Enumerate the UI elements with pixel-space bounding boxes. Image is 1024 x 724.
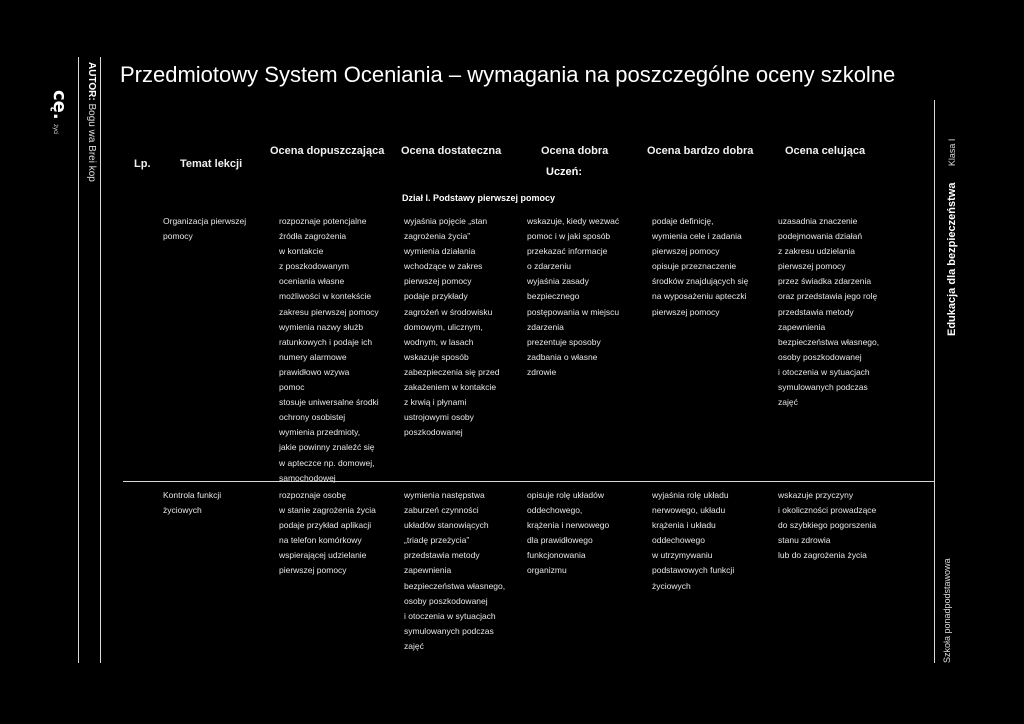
cell-topic-1 [163, 214, 246, 244]
cell-line: zagrożenia życia” [404, 231, 471, 242]
cell-line: w utrzymywaniu [652, 550, 713, 561]
cell-line: ustrojowymi osoby [404, 412, 474, 423]
cell-line: wskazuje przyczyny [778, 490, 854, 500]
cell-line: na telefon komórkowy [279, 535, 362, 546]
cell-line: podaje definicję, [652, 216, 714, 226]
cell-cel-1 [778, 214, 879, 410]
header-lp: Lp. [134, 158, 151, 170]
cell-line: lub do zagrożenia życia [778, 550, 867, 561]
cell-line: układów stanowiących [404, 520, 489, 531]
header-bardzo-dobra: Ocena bardzo dobra [647, 145, 754, 157]
cell-line: z poszkodowanym [279, 261, 349, 272]
cell-line: zapewnienia [404, 565, 452, 576]
cell-line: jakie powinny znaleźć się [279, 442, 375, 453]
cell-line: postępowania w miejscu [527, 306, 620, 317]
cell-line: pierwszej pomocy [652, 306, 720, 317]
cell-line: przedstawia metody [404, 550, 480, 561]
cell-line: życiowych [163, 505, 202, 516]
cell-line: poszkodowanej [404, 427, 463, 438]
cell-line: rozpoznaje potencjalne [279, 216, 367, 226]
cell-line: wskazuje sposób [404, 351, 469, 362]
author-credit [86, 62, 97, 182]
cell-line: rozpoznaje osobę [279, 490, 347, 500]
page-title: Przedmiotowy System Oceniania – wymagania na poszczególne oceny szkolne [120, 62, 896, 87]
cell-line: uzasadnia znaczenie [778, 216, 858, 226]
cell-line: pierwszej pomocy [778, 261, 846, 272]
side-school: Szkoła ponadpodstawowa [942, 558, 952, 663]
cell-line: pierwszej pomocy [404, 276, 472, 287]
cell-line: o zdarzeniu [527, 261, 571, 272]
cell-line: krążenia i nerwowego [527, 520, 610, 531]
cell-line: dla prawidłowego [527, 535, 593, 546]
cell-line: zadbania o własne [527, 351, 598, 362]
cell-line: stosuje uniwersalne środki [279, 397, 379, 408]
cell-line: w kontakcie [279, 246, 324, 257]
publisher-logo [44, 84, 70, 144]
cell-line: do szybkiego pogorszenia [778, 520, 877, 531]
cell-line: opisuje rolę układów [527, 490, 605, 500]
cell-line: z krwią i płynami [404, 397, 467, 408]
cell-line: podaje przykład aplikacji [279, 520, 372, 531]
cell-line: zajęć [404, 640, 424, 651]
cell-dobra-1 [527, 214, 619, 380]
author-name: Bogu wa Brei kop [86, 103, 97, 182]
cell-line: podejmowania działań [778, 231, 863, 242]
cell-line: prawidłowo wzywa [279, 366, 350, 377]
cell-line: pomoc [279, 382, 305, 393]
cell-line: stanu zdrowia [778, 535, 831, 546]
cell-line: zdrowie [527, 366, 557, 377]
cell-line: środków znajdujących się [652, 276, 749, 287]
cell-topic-2 [163, 488, 221, 518]
cell-line: oceniania własne [279, 276, 345, 287]
cell-line: zakażeniem w kontakcie [404, 382, 497, 393]
uczen-label: Uczeń: [546, 166, 583, 178]
left-inner-line [100, 57, 101, 663]
cell-line: nerwowego, układu [652, 505, 726, 516]
right-frame-line [934, 100, 935, 663]
header-dobra: Ocena dobra [541, 145, 609, 157]
cell-line: domowym, ulicznym, [404, 321, 483, 332]
cell-line: na wyposażeniu apteczki [652, 291, 747, 302]
cell-line: podaje przykłady [404, 291, 468, 302]
cell-line: źródła zagrożenia [279, 231, 347, 242]
cell-dost-1 [404, 214, 499, 440]
cell-line: życiowych [652, 580, 691, 591]
cell-line: wymienia następstwa [404, 490, 485, 500]
cell-line: przez świadka zdarzenia [778, 276, 872, 287]
cell-line: zaburzeń czynności [404, 505, 479, 516]
cell-line: pierwszej pomocy [652, 246, 720, 257]
cell-line: zabezpieczenia się przed [404, 366, 500, 377]
side-class: Klasa I [947, 138, 957, 167]
cell-line: organizmu [527, 565, 567, 576]
logo-small-text: życi [52, 124, 58, 135]
logo-mark: cę. [49, 90, 70, 120]
cell-line: w stanie zagrożenia życia [279, 505, 376, 516]
cell-line: zagrożeń w środowisku [404, 306, 493, 317]
cell-bdobra-1 [652, 214, 748, 320]
cell-line: symulowanych podczas [778, 382, 868, 393]
cell-line: wspierającej udzielanie [279, 550, 367, 561]
cell-line: przekazać informacje [527, 246, 608, 257]
cell-line: przedstawia metody [778, 306, 854, 317]
cell-line: „triadę przeżycia” [404, 535, 470, 546]
cell-line: ochrony osobistej [279, 412, 346, 423]
cell-line: możliwości w kontekście [279, 291, 372, 302]
header-dopuszczajaca: Ocena dopuszczająca [270, 145, 385, 157]
cell-line: funkcjonowania [527, 550, 586, 561]
cell-line: pierwszej pomocy [279, 565, 347, 576]
cell-line: bezpiecznego [527, 291, 580, 302]
cell-dobra-2 [527, 488, 609, 579]
cell-line: i otoczenia w sytuacjach [778, 366, 870, 377]
cell-line: oraz przedstawia jego rolę [778, 291, 878, 302]
cell-line: ratunkowych i podaje ich [279, 336, 373, 347]
cell-dost-2 [404, 488, 505, 654]
cell-line: osoby poszkodowanej [404, 595, 488, 606]
cell-line: symulowanych podczas [404, 625, 494, 636]
cell-line: zajęć [778, 397, 798, 408]
cell-line: zakresu pierwszej pomocy [279, 306, 379, 317]
cell-line: krążenia i układu [652, 520, 716, 531]
cell-bdobra-2 [652, 488, 734, 594]
cell-line: podstawowych funkcji [652, 565, 735, 576]
header-dostateczna: Ocena dostateczna [401, 145, 502, 157]
left-frame-line [78, 57, 79, 663]
cell-line: opisuje przeznaczenie [652, 261, 737, 272]
cell-line: bezpieczeństwa własnego, [778, 336, 880, 347]
cell-line: wymienia przedmioty, [279, 427, 361, 438]
cell-line: osoby poszkodowanej [778, 351, 862, 362]
cell-line: wyjaśnia zasady [527, 276, 589, 287]
section-title: Dział I. Podstawy pierwszej pomocy [402, 193, 556, 203]
cell-line: wymienia nazwy służb [279, 321, 364, 332]
cell-line: samochodowej [279, 472, 336, 483]
cell-line: i otoczenia w sytuacjach [404, 610, 496, 621]
cell-line: numery alarmowe [279, 351, 347, 362]
side-subject: Edukacja dla bezpieczeństwa [946, 182, 958, 336]
cell-line: wymienia działania [404, 246, 476, 257]
author-label: AUTOR: [86, 62, 97, 101]
cell-line: w apteczce np. domowej, [279, 457, 375, 468]
cell-line: oddechowego [652, 535, 705, 546]
cell-line: wchodzące w zakres [404, 261, 483, 272]
header-topic: Temat lekcji [180, 158, 243, 170]
cell-line: i okoliczności prowadzące [778, 505, 877, 516]
cell-cel-2 [778, 488, 876, 563]
cell-line: wymienia cele i zadania [652, 231, 742, 242]
header-celujaca: Ocena celująca [785, 145, 866, 157]
cell-line: Organizacja pierwszej [163, 216, 247, 226]
cell-line: wyjaśnia rolę układu [652, 490, 729, 500]
cell-line: pomoc i w jaki sposób [527, 231, 611, 242]
cell-line: bezpieczeństwa własnego, [404, 580, 506, 591]
cell-dop-1 [279, 214, 379, 486]
cell-line: oddechowego, [527, 505, 583, 516]
cell-line: pomocy [163, 231, 193, 242]
cell-line: wyjaśnia pojęcie „stan [404, 216, 488, 226]
cell-dop-2 [279, 488, 376, 579]
cell-line: z zakresu udzielania [778, 246, 856, 257]
cell-line: wodnym, w lasach [404, 336, 474, 347]
cell-line: Kontrola funkcji [163, 490, 222, 500]
cell-line: prezentuje sposoby [527, 336, 601, 347]
row-divider [123, 481, 934, 482]
side-subject-block [942, 139, 960, 336]
cell-line: zdarzenia [527, 321, 564, 332]
cell-line: zapewnienia [778, 321, 826, 332]
cell-line: wskazuje, kiedy wezwać [527, 216, 620, 226]
